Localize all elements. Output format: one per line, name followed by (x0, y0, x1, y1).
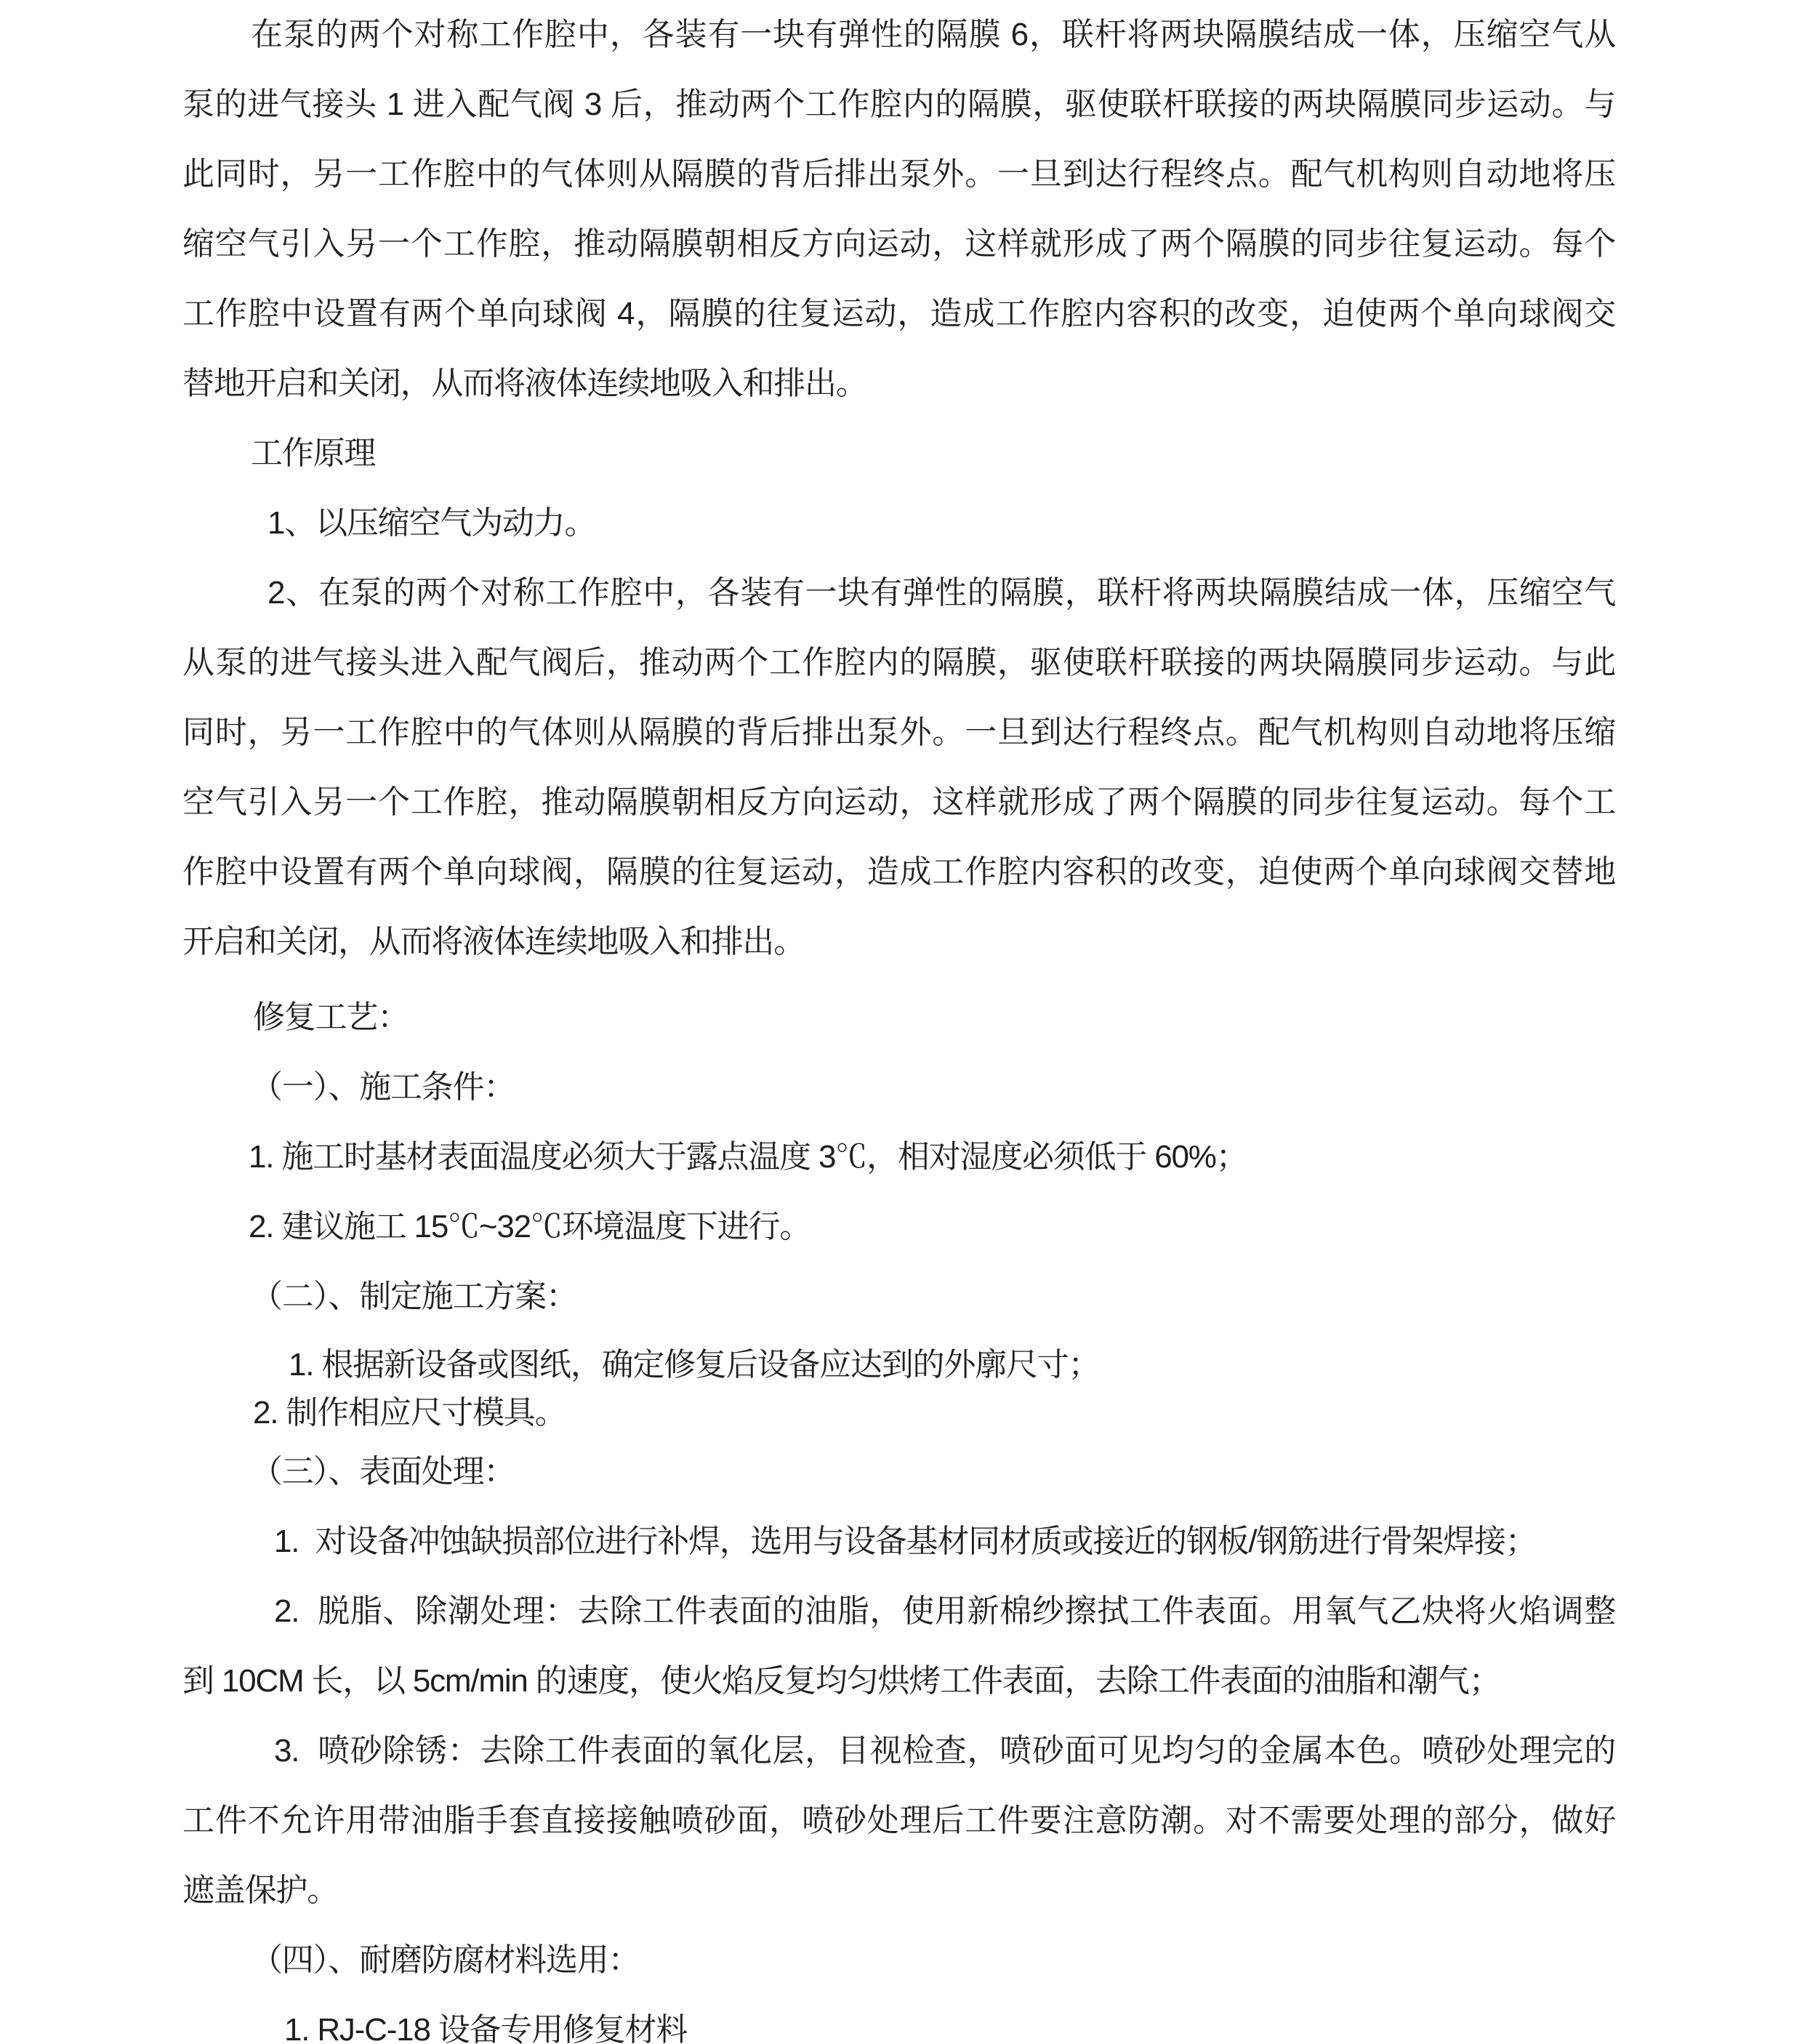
text-line: 泵的进气接头 1 进入配气阀 3 后，推动两个工作腔内的隔膜，驱使联杆联接的两块隔膜同步运动。与 (182, 86, 1615, 122)
text-line: 遮盖保护。 (182, 1872, 338, 1908)
text-line: 替地开启和关闭，从而将液体连续地吸入和排出。 (182, 366, 867, 401)
list-item: 2. 建议施工 15℃~32℃环境温度下进行。 (249, 1209, 811, 1244)
list-item: 3. 喷砂除锈：去除工件表面的氧化层，目视检查，喷砂面可见均匀的金属本色。喷砂处理完的 (274, 1733, 1615, 1769)
section-heading: （二）、制定施工方案： (251, 1279, 577, 1314)
section-heading: （四）、耐磨防腐材料选用： (251, 1942, 640, 1978)
text-line: 缩空气引入另一个工作腔，推动隔膜朝相反方向运动，这样就形成了两个隔膜的同步往复运动。每个 (182, 226, 1615, 262)
list-item: 1. 施工时基材表面温度必须大于露点温度 3℃，相对湿度必须低于 60%； (249, 1139, 1247, 1175)
section-heading: 工作原理 (251, 435, 376, 471)
list-item: 1、以压缩空气为动力。 (268, 505, 596, 541)
list-item: 2. 脱脂、除潮处理：去除工件表面的油脂，使用新棉纱擦拭工件表面。用氧气乙炔将火焰调整 (274, 1593, 1615, 1629)
text-line: 此同时，另一工作腔中的气体则从隔膜的背后排出泵外。一旦到达行程终点。配气机构则自动地将压 (182, 156, 1615, 192)
text-line: 空气引入另一个工作腔，推动隔膜朝相反方向运动，这样就形成了两个隔膜的同步往复运动。每个工 (182, 784, 1615, 820)
list-item: 1. RJ-C-18 设备专用修复材料 (284, 2012, 688, 2044)
text-line: 工件不允许用带油脂手套直接接触喷砂面，喷砂处理后工件要注意防潮。对不需要处理的部分，做好 (182, 1803, 1615, 1838)
text-line: 到 10CM 长，以 5cm/min 的速度，使火焰反复均匀烘烤工件表面，去除工件表面的油脂和潮气； (182, 1663, 1500, 1699)
text-line: 开启和关闭，从而将液体连续地吸入和排出。 (182, 924, 805, 959)
list-item: 1. 根据新设备或图纸，确定修复后设备应达到的外廓尺寸； (289, 1347, 1100, 1383)
text-line: 在泵的两个对称工作腔中，各装有一块有弹性的隔膜 6，联杆将两块隔膜结成一体，压缩空气从 (251, 17, 1615, 52)
text-line: 同时，另一工作腔中的气体则从隔膜的背后排出泵外。一旦到达行程终点。配气机构则自动地将压缩 (182, 715, 1615, 750)
section-heading: （三）、表面处理： (251, 1454, 515, 1489)
list-item: 2、在泵的两个对称工作腔中，各装有一块有弹性的隔膜，联杆将两块隔膜结成一体，压缩空气 (268, 575, 1615, 611)
section-heading: 修复工艺： (253, 999, 409, 1035)
text-line: 工作腔中设置有两个单向球阀 4，隔膜的往复运动，造成工作腔内容积的改变，迫使两个单向球阀交 (182, 296, 1615, 331)
list-item: 2. 制作相应尺寸模具。 (253, 1395, 566, 1431)
text-line: 作腔中设置有两个单向球阀，隔膜的往复运动，造成工作腔内容积的改变，迫使两个单向球阀交替地 (182, 854, 1615, 890)
text-line: 从泵的进气接头进入配气阀后，推动两个工作腔内的隔膜，驱使联杆联接的两块隔膜同步运动。与此 (182, 645, 1615, 680)
list-item: 1. 对设备冲蚀缺损部位进行补焊，选用与设备基材同材质或接近的钢板/钢筋进行骨架焊接； (274, 1524, 1537, 1559)
section-heading: （一）、施工条件： (251, 1069, 515, 1105)
